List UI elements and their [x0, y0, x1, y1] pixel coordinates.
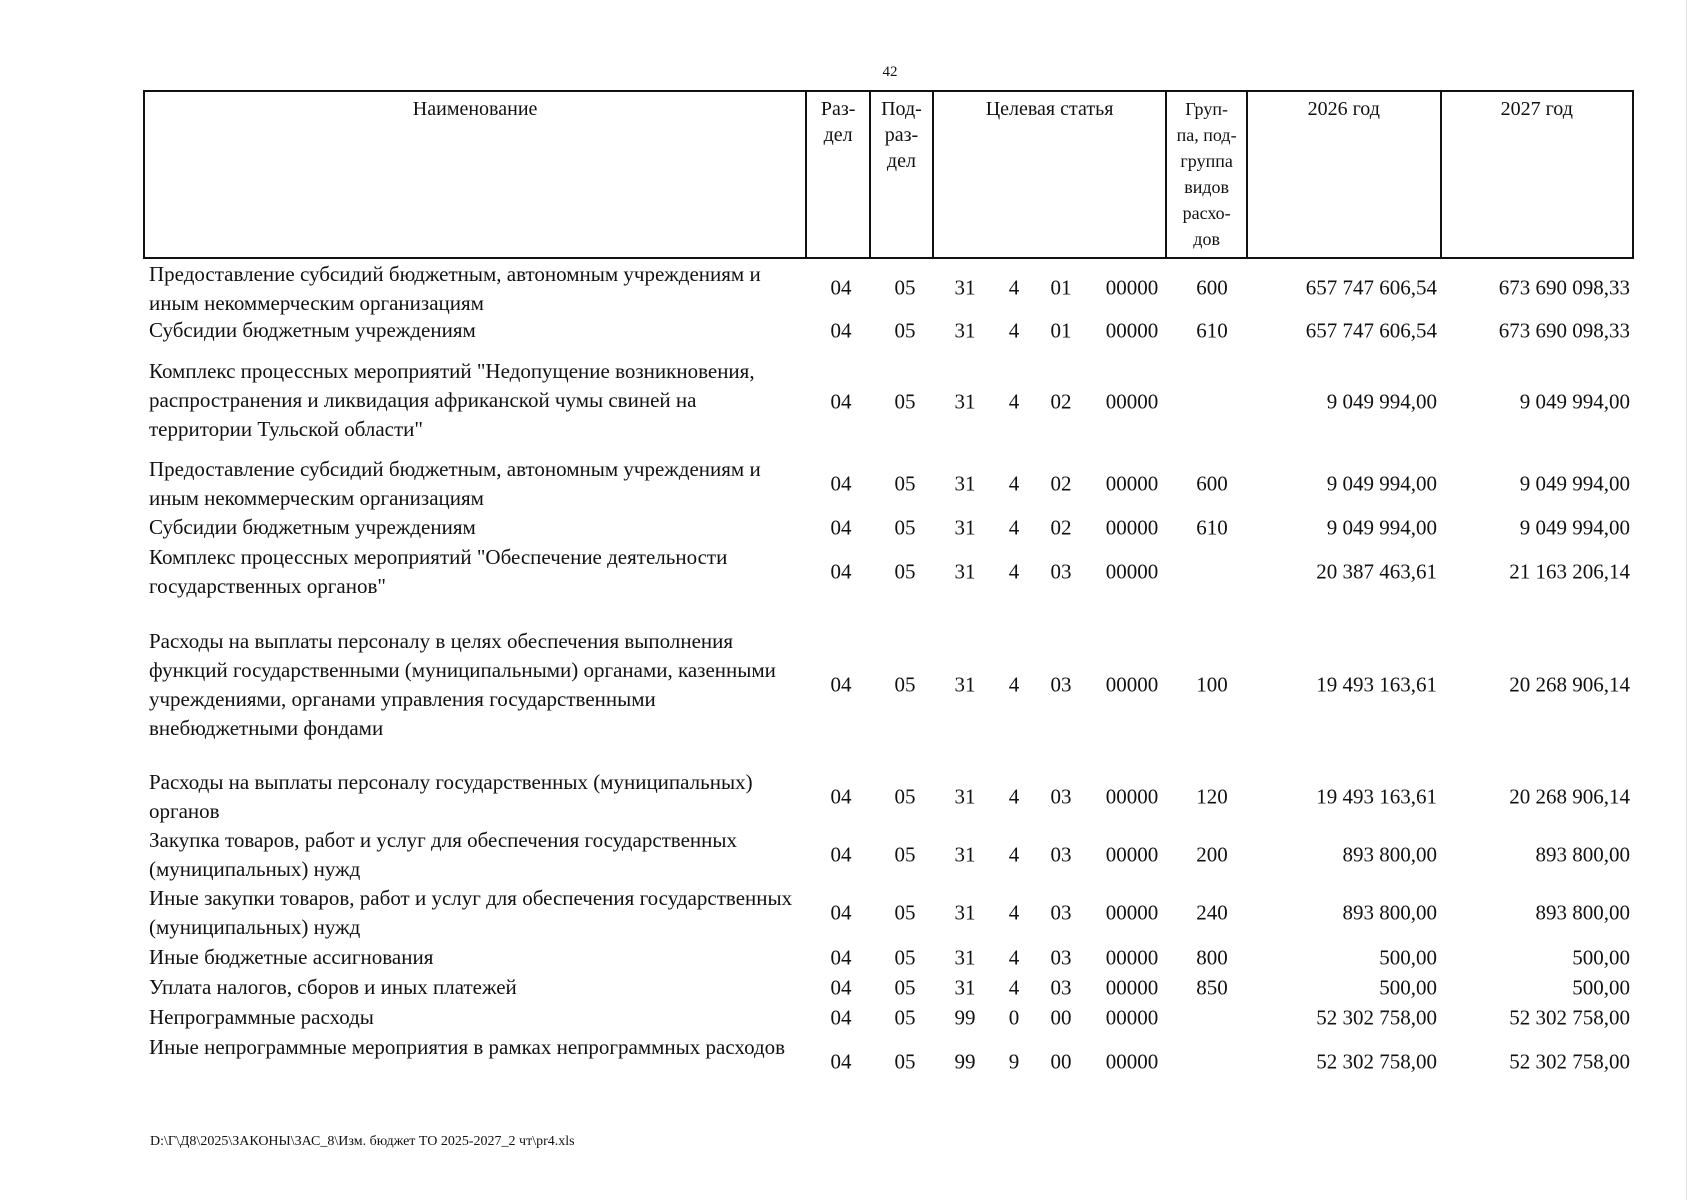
header-year-2026: 2026 год — [1246, 92, 1439, 257]
cs-structure-cell: 03 — [1050, 975, 1072, 1000]
razdel-cell: 04 — [830, 275, 852, 300]
amount-2027-cell: 673 690 098,33 — [1498, 275, 1630, 300]
vr-group-cell: 600 — [1196, 471, 1228, 496]
cs-program-cell: 31 — [954, 672, 976, 696]
razdel-cell: 04 — [830, 900, 852, 925]
amount-2027-cell: 673 690 098,33 — [1498, 318, 1630, 343]
podrazdel-cell: 05 — [894, 975, 916, 1000]
podrazdel-cell: 05 — [894, 559, 916, 584]
cs-type-cell: 4 — [1008, 900, 1020, 925]
table-row — [143, 543, 1634, 601]
row-name: Иные закупки товаров, работ и услуг для обеспечения государственных (муниципальных) нужд — [149, 886, 793, 939]
amount-2026-cell: 500,00 — [1379, 975, 1437, 1000]
amount-2027-cell: 893 800,00 — [1535, 900, 1630, 925]
podrazdel-cell: 05 — [894, 900, 916, 925]
row-name: Комплекс процессных мероприятий "Обеспечение деятельности государственных органов" — [149, 545, 728, 598]
cs-structure-cell: 03 — [1050, 900, 1072, 925]
amount-2027-cell: 500,00 — [1572, 945, 1630, 970]
razdel-cell: 04 — [830, 945, 852, 970]
cs-structure-cell: 02 — [1050, 389, 1072, 414]
cs-direction-cell: 00000 — [1105, 672, 1159, 696]
file-path-footer: D:\Г\Д8\2025\ЗАКОНЫ\ЗАС_8\Изм. бюджет ТО 2025-2027_2 чт\pr4.xls — [150, 1134, 575, 1149]
amount-2027-cell: 500,00 — [1572, 975, 1630, 1000]
amount-2026-cell: 9 049 994,00 — [1326, 471, 1437, 496]
razdel-cell: 04 — [830, 515, 852, 540]
amount-2026-cell: 893 800,00 — [1342, 842, 1437, 867]
table-row — [143, 627, 1634, 742]
table-row — [143, 884, 1634, 942]
cs-program-cell: 31 — [954, 275, 976, 300]
amount-2027-cell: 9 049 994,00 — [1519, 515, 1630, 540]
razdel-cell: 04 — [830, 389, 852, 414]
vr-group-cell: 240 — [1196, 900, 1228, 925]
podrazdel-cell: 05 — [894, 842, 916, 867]
cs-type-cell: 4 — [1008, 559, 1020, 584]
amount-2026-cell: 52 302 758,00 — [1316, 1049, 1437, 1074]
cs-structure-cell: 03 — [1050, 784, 1072, 809]
amount-2026-cell: 20 387 463,61 — [1316, 559, 1437, 584]
row-name: Субсидии бюджетным учреждениям — [149, 515, 476, 539]
amount-2027-cell: 52 302 758,00 — [1509, 1005, 1630, 1030]
cs-structure-cell: 00 — [1050, 1005, 1072, 1030]
cs-type-cell: 4 — [1008, 318, 1020, 343]
amount-2026-cell: 657 747 606,54 — [1305, 318, 1437, 343]
amount-2026-cell: 657 747 606,54 — [1305, 275, 1437, 300]
cs-type-cell: 4 — [1008, 275, 1020, 300]
podrazdel-cell: 05 — [894, 672, 916, 696]
cs-program-cell: 31 — [954, 784, 976, 809]
row-name: Уплата налогов, сборов и иных платежей — [149, 975, 517, 999]
cs-type-cell: 9 — [1008, 1049, 1020, 1074]
amount-2027-cell: 9 049 994,00 — [1519, 471, 1630, 496]
podrazdel-cell: 05 — [894, 784, 916, 809]
cs-type-cell: 4 — [1008, 389, 1020, 414]
amount-2027-cell: 9 049 994,00 — [1519, 389, 1630, 414]
cs-type-cell: 4 — [1008, 842, 1020, 867]
cs-program-cell: 99 — [954, 1005, 976, 1030]
table-row — [143, 316, 1634, 346]
table-row — [143, 260, 1634, 316]
amount-2026-cell: 19 493 163,61 — [1316, 784, 1437, 809]
cs-direction-cell: 00000 — [1105, 471, 1159, 496]
podrazdel-cell: 05 — [894, 318, 916, 343]
cs-direction-cell: 00000 — [1105, 900, 1159, 925]
amount-2027-cell: 893 800,00 — [1535, 842, 1630, 867]
cs-program-cell: 31 — [954, 900, 976, 925]
header-year-2027: 2027 год — [1440, 92, 1632, 257]
cs-structure-cell: 02 — [1050, 515, 1072, 540]
amount-2026-cell: 893 800,00 — [1342, 900, 1437, 925]
row-name: Предоставление субсидий бюджетным, автономным учреждениям и иным некоммерческим организациям — [149, 262, 761, 315]
row-name: Комплекс процессных мероприятий "Недопущение возникновения, распространения и ликвидация африканской чумы свиней на территории Тульской области" — [149, 359, 755, 441]
table-row — [143, 1003, 1634, 1033]
cs-program-cell: 31 — [954, 515, 976, 540]
row-name: Иные бюджетные ассигнования — [149, 945, 434, 969]
podrazdel-cell: 05 — [894, 1049, 916, 1074]
vr-group-cell: 600 — [1196, 275, 1228, 300]
header-name: Наименование — [412, 98, 538, 120]
cs-direction-cell: 00000 — [1105, 275, 1159, 300]
amount-2026-cell: 500,00 — [1379, 945, 1437, 970]
cs-structure-cell: 02 — [1050, 471, 1072, 496]
vr-group-cell: 850 — [1196, 975, 1228, 1000]
header-podrazdel: Под- раз- дел — [869, 92, 932, 257]
vr-group-cell: 100 — [1196, 672, 1228, 696]
cs-type-cell: 4 — [1008, 945, 1020, 970]
razdel-cell: 04 — [830, 471, 852, 496]
amount-2027-cell: 52 302 758,00 — [1509, 1049, 1630, 1074]
cs-structure-cell: 03 — [1050, 842, 1072, 867]
cs-direction-cell: 00000 — [1105, 1005, 1159, 1030]
amount-2026-cell: 9 049 994,00 — [1326, 389, 1437, 414]
cs-program-cell: 31 — [954, 559, 976, 584]
cs-structure-cell: 03 — [1050, 559, 1072, 584]
cs-direction-cell: 00000 — [1105, 559, 1159, 584]
cs-structure-cell: 01 — [1050, 275, 1072, 300]
row-name: Субсидии бюджетным учреждениям — [149, 318, 476, 342]
cs-program-cell: 99 — [954, 1049, 976, 1074]
table-row — [143, 768, 1634, 826]
row-name: Непрограммные расходы — [149, 1005, 374, 1029]
row-name: Закупка товаров, работ и услуг для обеспечения государственных (муниципальных) нужд — [149, 828, 738, 881]
cs-structure-cell: 03 — [1050, 672, 1072, 696]
amount-2027-cell: 20 268 906,14 — [1509, 784, 1630, 809]
row-name: Расходы на выплаты персоналу в целях обеспечения выполнения функций государственными (муниципальными) органами, казенными учреждениями, органами управления государственными внебюджетными фондами — [149, 629, 776, 740]
row-name: Предоставление субсидий бюджетным, автономным учреждениям и иным некоммерческим организациям — [149, 457, 761, 510]
vr-group-cell: 610 — [1196, 515, 1228, 540]
cs-type-cell: 4 — [1008, 515, 1020, 540]
razdel-cell: 04 — [830, 318, 852, 343]
cs-direction-cell: 00000 — [1105, 1049, 1159, 1074]
razdel-cell: 04 — [830, 672, 852, 696]
table-row — [143, 943, 1634, 973]
table-row — [143, 455, 1634, 513]
cs-structure-cell: 01 — [1050, 318, 1072, 343]
cs-type-cell: 4 — [1008, 672, 1020, 696]
cs-structure-cell: 03 — [1050, 945, 1072, 970]
table-row — [143, 1033, 1634, 1091]
cs-program-cell: 31 — [954, 975, 976, 1000]
cs-type-cell: 4 — [1008, 975, 1020, 1000]
page-number: 42 — [882, 64, 898, 80]
cs-program-cell: 31 — [954, 389, 976, 414]
table-row — [143, 357, 1634, 447]
cs-program-cell: 31 — [954, 471, 976, 496]
razdel-cell: 04 — [830, 1049, 852, 1074]
header-gruppa-vidov-rashodov: Груп- па, под- группа видов расхо- дов — [1165, 92, 1246, 257]
cs-direction-cell: 00000 — [1105, 389, 1159, 414]
podrazdel-cell: 05 — [894, 275, 916, 300]
amount-2027-cell: 20 268 906,14 — [1509, 672, 1630, 696]
row-name: Иные непрограммные мероприятия в рамках непрограммных расходов — [149, 1035, 786, 1059]
header-razdel: Раз- дел — [805, 92, 869, 257]
razdel-cell: 04 — [830, 784, 852, 809]
table-row — [143, 973, 1634, 1003]
amount-2026-cell: 9 049 994,00 — [1326, 515, 1437, 540]
vr-group-cell: 610 — [1196, 318, 1228, 343]
scan-edge — [1686, 0, 1693, 1200]
cs-type-cell: 0 — [1008, 1005, 1020, 1030]
cs-program-cell: 31 — [954, 842, 976, 867]
row-name: Расходы на выплаты персоналу государственных (муниципальных) органов — [149, 770, 753, 823]
amount-2027-cell: 21 163 206,14 — [1509, 559, 1630, 584]
header-celevaya-statya: Целевая статья — [932, 92, 1165, 257]
podrazdel-cell: 05 — [894, 1005, 916, 1030]
cs-type-cell: 4 — [1008, 784, 1020, 809]
razdel-cell: 04 — [830, 1005, 852, 1030]
table-row — [143, 826, 1634, 884]
table-header — [143, 90, 1634, 259]
podrazdel-cell: 05 — [894, 945, 916, 970]
cs-program-cell: 31 — [954, 318, 976, 343]
razdel-cell: 04 — [830, 559, 852, 584]
cs-direction-cell: 00000 — [1105, 975, 1159, 1000]
razdel-cell: 04 — [830, 842, 852, 867]
cs-direction-cell: 00000 — [1105, 784, 1159, 809]
amount-2026-cell: 19 493 163,61 — [1316, 672, 1437, 696]
cs-type-cell: 4 — [1008, 471, 1020, 496]
vr-group-cell: 120 — [1196, 784, 1228, 809]
cs-program-cell: 31 — [954, 945, 976, 970]
cs-direction-cell: 00000 — [1105, 945, 1159, 970]
podrazdel-cell: 05 — [894, 389, 916, 414]
amount-2026-cell: 52 302 758,00 — [1316, 1005, 1437, 1030]
podrazdel-cell: 05 — [894, 471, 916, 496]
vr-group-cell: 200 — [1196, 842, 1228, 867]
razdel-cell: 04 — [830, 975, 852, 1000]
podrazdel-cell: 05 — [894, 515, 916, 540]
cs-structure-cell: 00 — [1050, 1049, 1072, 1074]
vr-group-cell: 800 — [1196, 945, 1228, 970]
cs-direction-cell: 00000 — [1105, 842, 1159, 867]
cs-direction-cell: 00000 — [1105, 515, 1159, 540]
cs-direction-cell: 00000 — [1105, 318, 1159, 343]
table-row — [143, 513, 1634, 543]
